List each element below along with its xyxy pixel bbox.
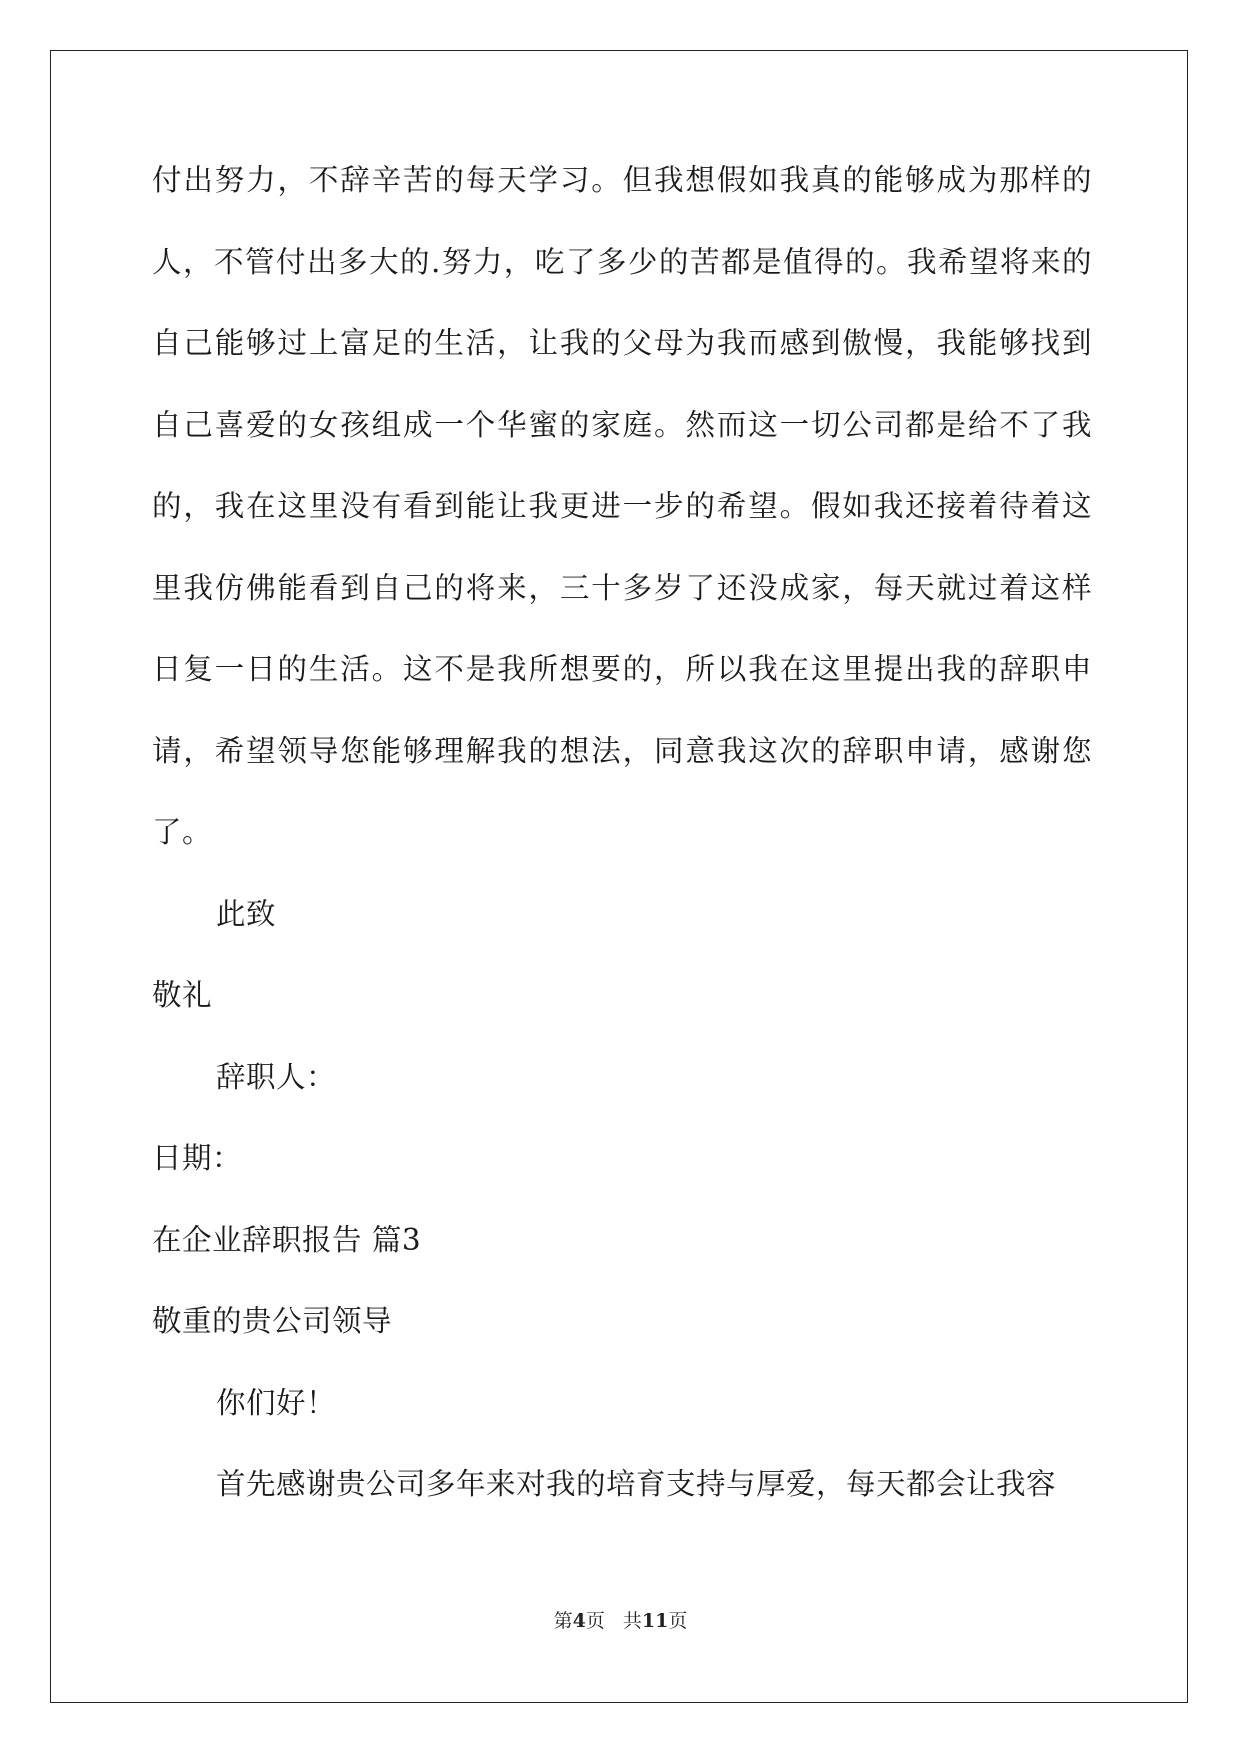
paragraph-line: 人，不管付出多大的.努力，吃了多少的苦都是值得的。我希望将来的	[152, 244, 1092, 279]
section-heading: 在企业辞职报告 篇3	[152, 1222, 422, 1257]
paragraph-line: 付出努力，不辞辛苦的每天学习。但我想假如我真的能够成为那样的	[152, 163, 1092, 197]
footer-total-unit: 页	[668, 1610, 688, 1632]
paragraph-line: 自己喜爱的女孩组成一个华蜜的家庭。然而这一切公司都是给不了我	[152, 407, 1092, 442]
date-label: 日期：	[152, 1141, 243, 1175]
paragraph-line: 了。	[152, 815, 213, 849]
document-body	[152, 160, 1092, 1546]
footer-total-pages: 11	[641, 1610, 669, 1632]
letter-addressee: 敬重的贵公司领导	[152, 1304, 393, 1338]
paragraph-line: 日复一日的生活。这不是我所想要的，所以我在这里提出我的辞职申	[152, 652, 1092, 686]
letter-greeting: 你们好！	[216, 1385, 337, 1420]
paragraph-line: 首先感谢贵公司多年来对我的培育支持与厚爱，每天都会让我容	[216, 1467, 1057, 1501]
page-footer	[0, 1606, 1241, 1633]
paragraph-line: 自己能够过上富足的生活，让我的父母为我而感到傲慢，我能够找到	[152, 326, 1092, 360]
paragraph-line: 请，希望领导您能够理解我的想法，同意我这次的辞职申请，感谢您	[152, 733, 1092, 768]
footer-current-page: 4	[572, 1610, 586, 1632]
salutation-jingli: 敬礼	[152, 978, 213, 1012]
footer-prefix: 第	[553, 1610, 573, 1632]
salutation-cizhi: 此致	[216, 896, 277, 931]
signature-label: 辞职人：	[216, 1059, 337, 1094]
paragraph-line: 里我仿佛能看到自己的将来，三十多岁了还没成家，每天就过着这样	[152, 570, 1092, 605]
footer-page-unit: 页	[585, 1610, 605, 1632]
paragraph-line: 的，我在这里没有看到能让我更进一步的希望。假如我还接着待着这	[152, 489, 1092, 523]
footer-total-prefix: 共	[622, 1610, 642, 1632]
